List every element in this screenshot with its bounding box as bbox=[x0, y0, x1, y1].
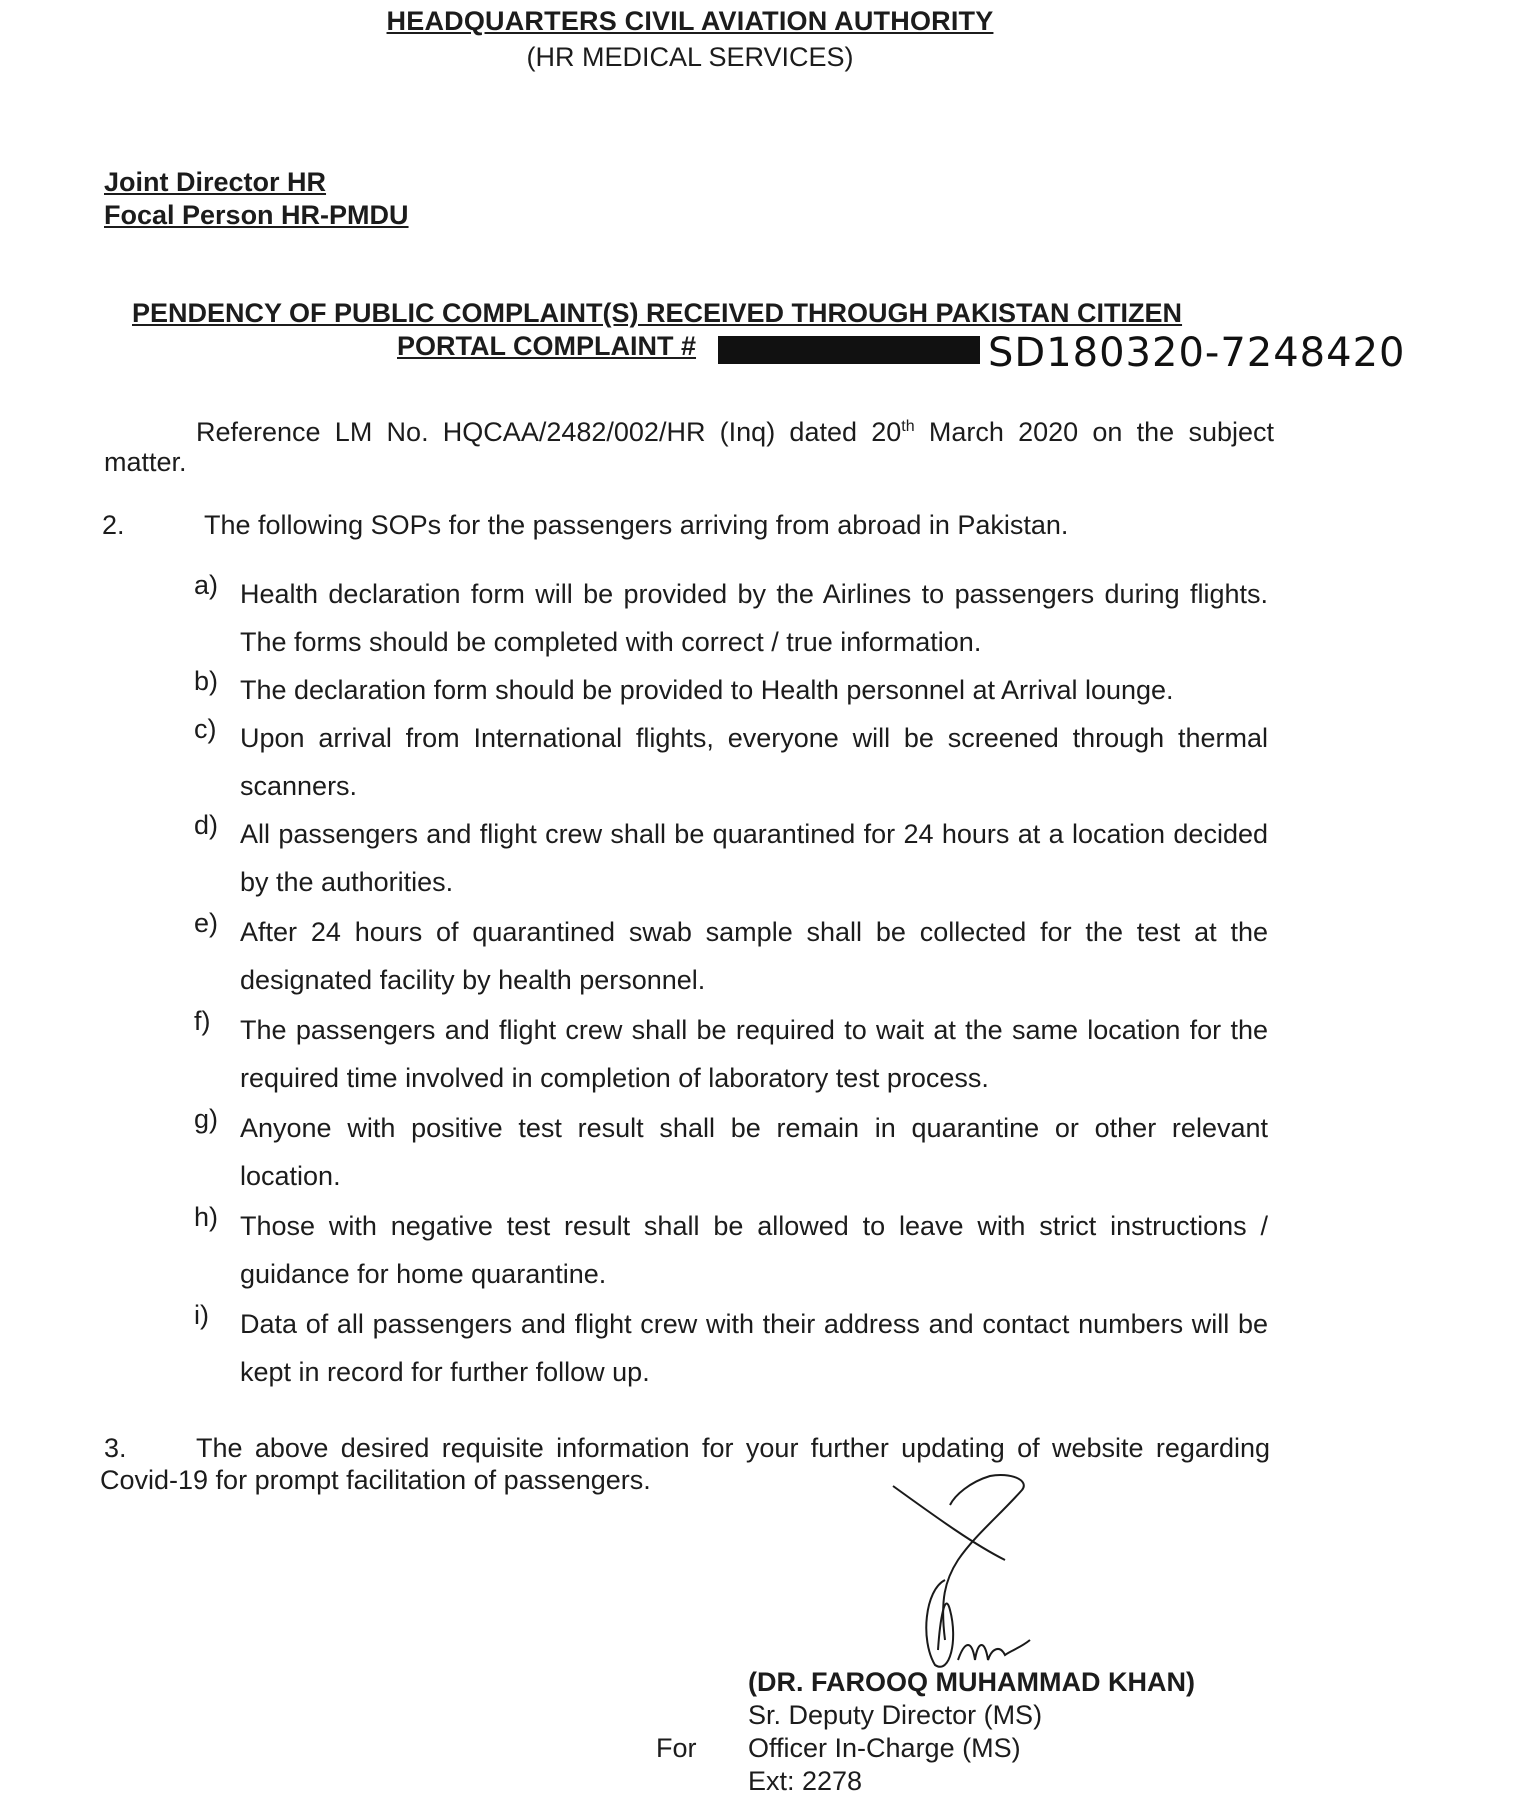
reference-superscript: th bbox=[901, 418, 915, 435]
signatory-designation-2: Officer In-Charge (MS) bbox=[748, 1733, 1021, 1763]
sop-text: Anyone with positive test result shall be remain in quarantine or other relevant location. bbox=[240, 1113, 1268, 1191]
sop-text: After 24 hours of quarantined swab sample shall be collected for the test at the designated facility by health personnel. bbox=[240, 917, 1268, 995]
sop-text: The passengers and flight crew shall be required to wait at the same location for the required time involved in completion of laboratory test process. bbox=[240, 1015, 1268, 1093]
header-title: HEADQUARTERS CIVIL AVIATION AUTHORITY bbox=[386, 6, 994, 36]
sop-text: Upon arrival from International flights, everyone will be screened through thermal scanners. bbox=[240, 723, 1268, 801]
sop-label: f) bbox=[194, 1006, 211, 1036]
signatory-extension: Ext: 2278 bbox=[748, 1766, 863, 1796]
sop-label: e) bbox=[194, 908, 219, 938]
sop-label: b) bbox=[194, 666, 219, 696]
paragraph-3-text: The above desired requisite information for your further updating of website regarding Covid-19 for prompt facilitation of passengers. bbox=[100, 1433, 1270, 1495]
sop-text: Data of all passengers and flight crew with their address and contact numbers will be kept in record for further follow up. bbox=[240, 1309, 1268, 1387]
paragraph-2-text: The following SOPs for the passengers arriving from abroad in Pakistan. bbox=[204, 510, 1069, 540]
addressee-line-2: Focal Person HR-PMDU bbox=[104, 200, 409, 230]
sop-text: All passengers and flight crew shall be quarantined for 24 hours at a location decided by the authorities. bbox=[240, 819, 1268, 897]
paragraph-3-number: 3. bbox=[104, 1433, 127, 1463]
sop-label: d) bbox=[194, 810, 219, 840]
reference-paragraph bbox=[104, 412, 1274, 477]
handwritten-complaint-number: SD180320-7248420 bbox=[988, 330, 1406, 376]
sop-label: h) bbox=[194, 1202, 219, 1232]
paragraph-3 bbox=[100, 1432, 1270, 1496]
sop-text: The declaration form should be provided to Health personnel at Arrival lounge. bbox=[240, 675, 1174, 705]
sop-label: a) bbox=[194, 570, 219, 600]
subject-line-2: PORTAL COMPLAINT # bbox=[397, 331, 697, 361]
subject-line-1: PENDENCY OF PUBLIC COMPLAINT(S) RECEIVED THROUGH PAKISTAN CITIZEN bbox=[132, 298, 1183, 328]
reference-text-after: March 2020 on the subject matter. bbox=[104, 417, 1274, 477]
redaction-bar bbox=[718, 336, 980, 364]
header-subtitle: (HR MEDICAL SERVICES) bbox=[526, 42, 854, 72]
reference-text-before: Reference LM No. HQCAA/2482/002/HR (Inq) dated 20 bbox=[196, 417, 902, 447]
addressee-line-1: Joint Director HR bbox=[104, 167, 327, 197]
paragraph-2-number: 2. bbox=[102, 510, 125, 540]
sop-text: Health declaration form will be provided by the Airlines to passengers during flights. The forms should be completed with correct / true information. bbox=[240, 579, 1268, 657]
signatory-designation-1: Sr. Deputy Director (MS) bbox=[748, 1700, 1043, 1730]
sop-text: Those with negative test result shall be allowed to leave with strict instructions / guidance for home quarantine. bbox=[240, 1211, 1268, 1289]
sop-label: c) bbox=[194, 714, 217, 744]
sop-label: g) bbox=[194, 1104, 219, 1134]
signatory-name: (DR. FAROOQ MUHAMMAD KHAN) bbox=[748, 1667, 1195, 1697]
for-label: For bbox=[656, 1733, 697, 1763]
sop-label: i) bbox=[194, 1300, 209, 1330]
